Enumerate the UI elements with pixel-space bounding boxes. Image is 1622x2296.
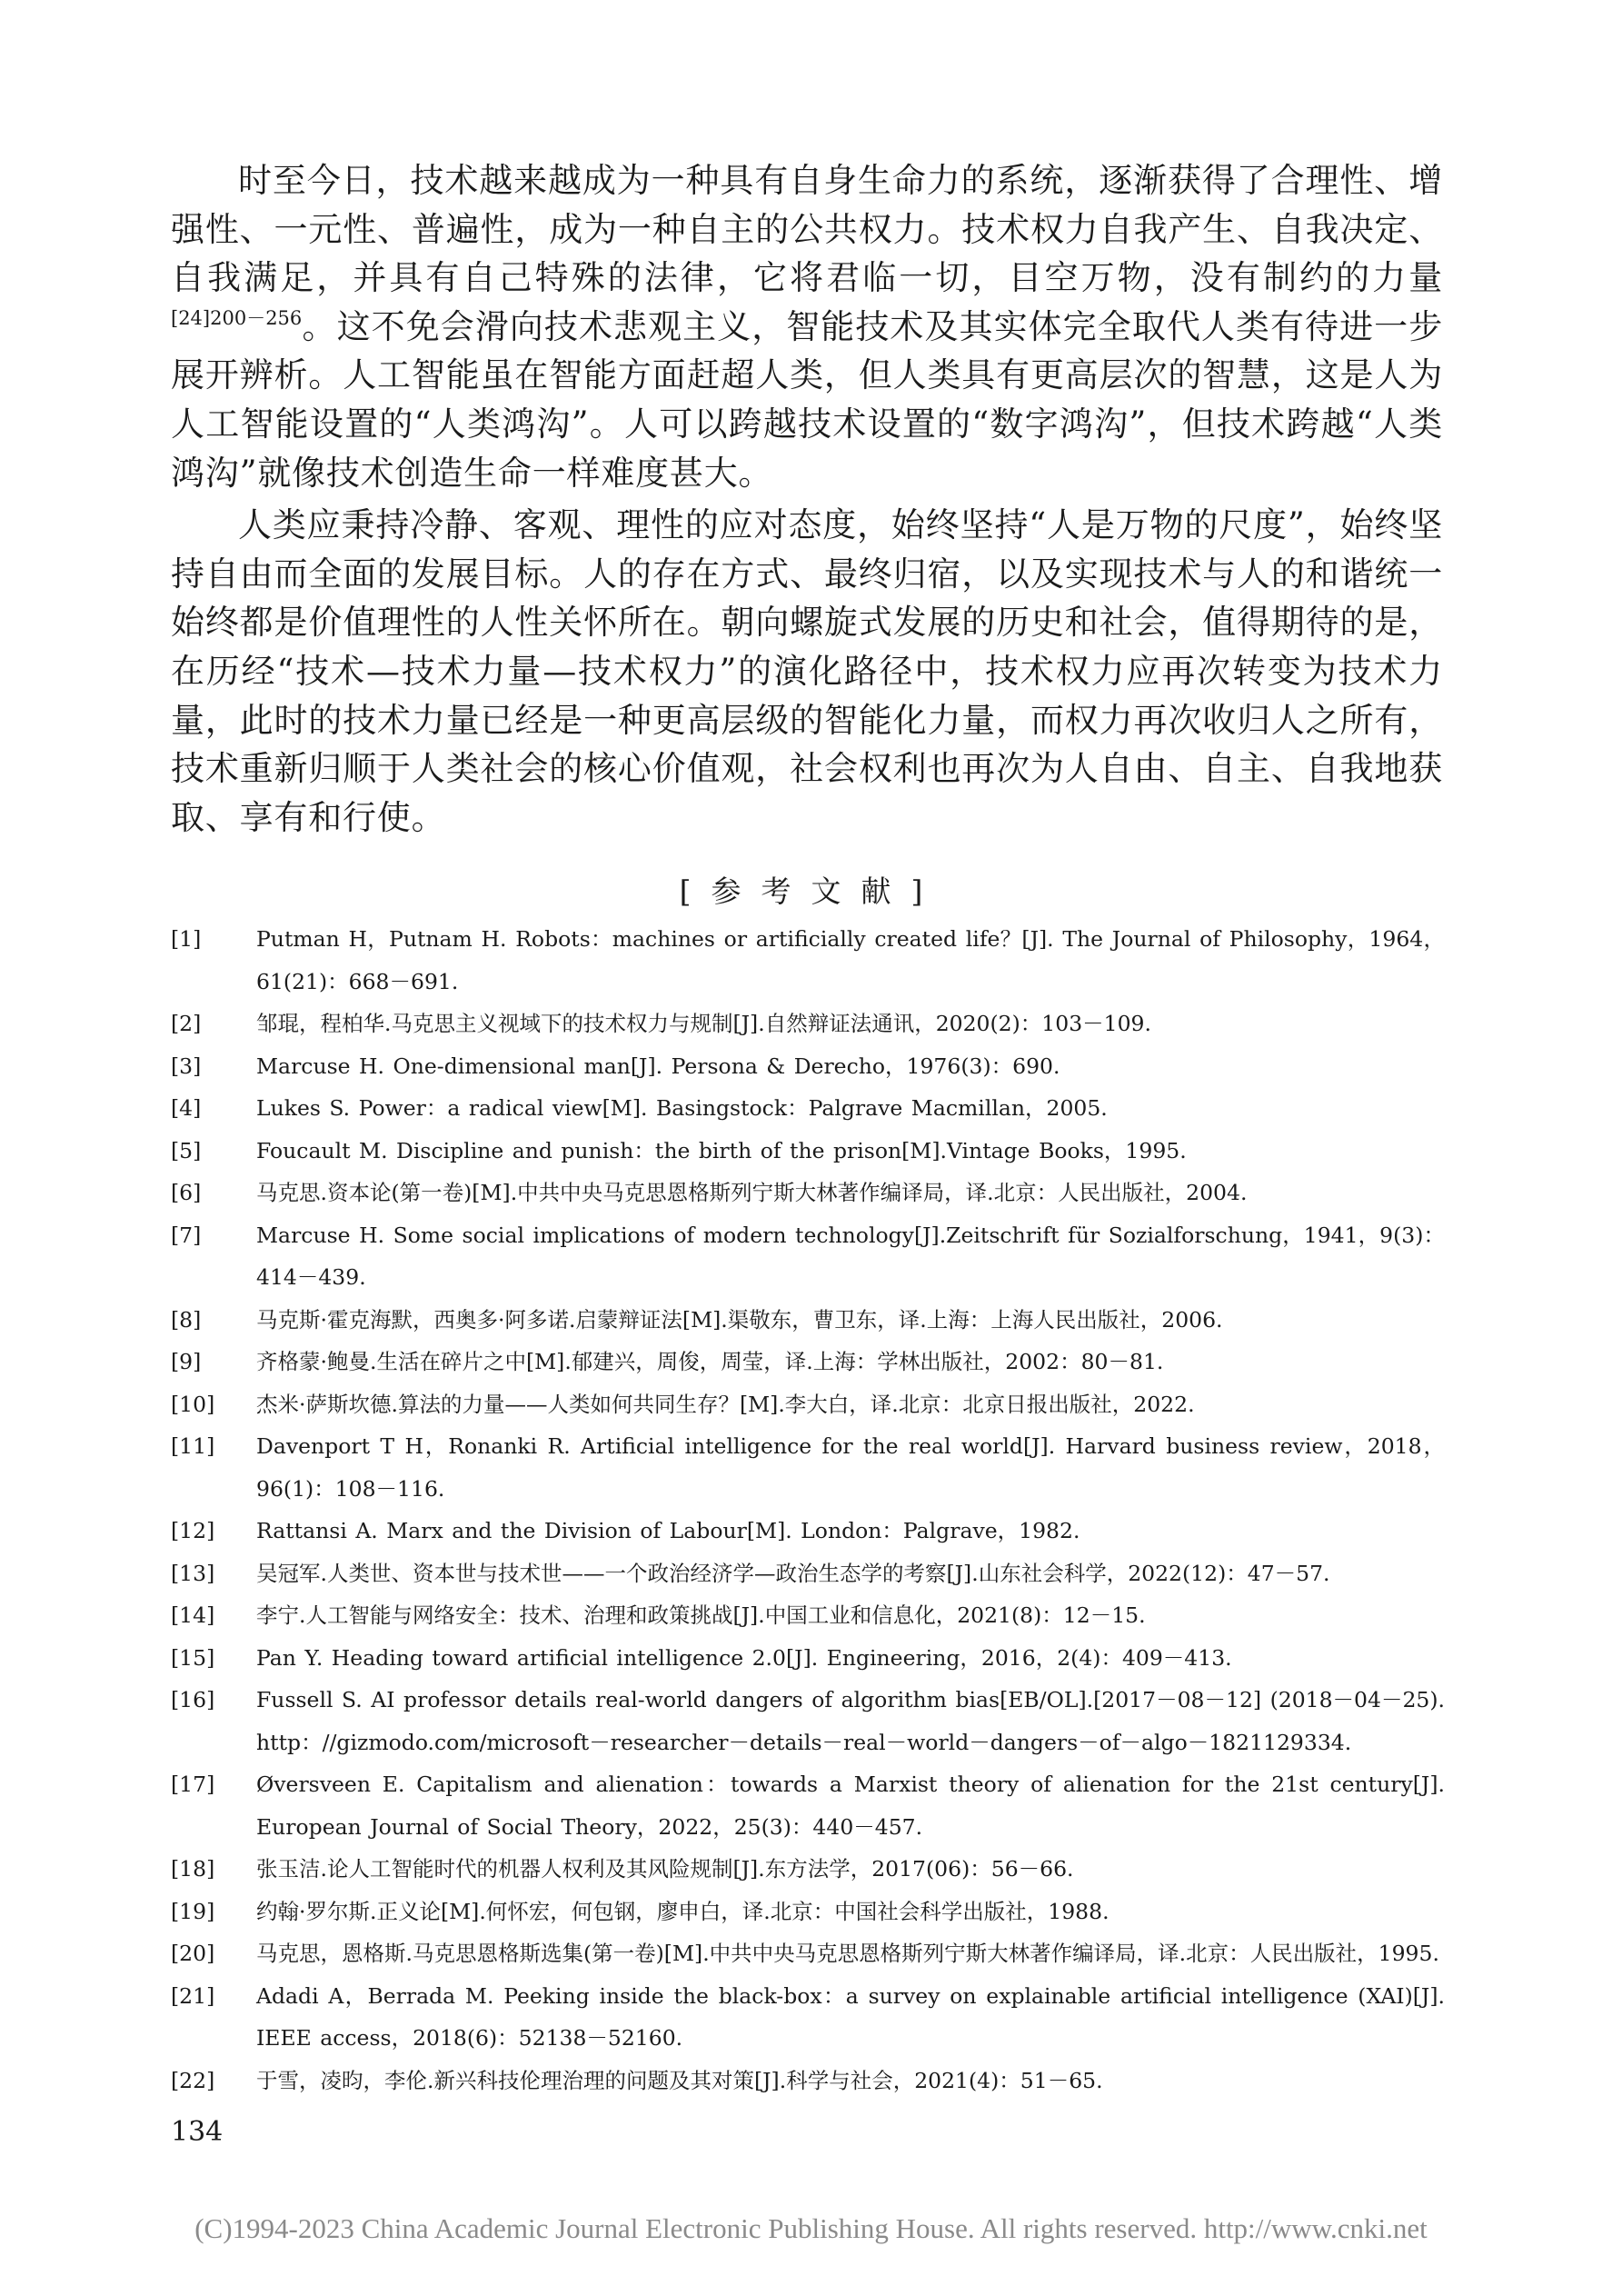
reference-item xyxy=(171,1130,1445,1173)
reference-number: [17] xyxy=(171,1772,215,1797)
reference-text: 张玉洁.论人工智能时代的机器人权利及其风险规制[J].东方法学，2017(06)：56－66. xyxy=(256,1856,1074,1882)
reference-text: 杰米·萨斯坎德.算法的力量——人类如何共同生存？[M].李大白，译.北京：北京日报出版社，2022. xyxy=(256,1391,1195,1417)
paragraph-2: 人类应秉持冷静、客观、理性的应对态度，始终坚持“人是万物的尺度”，始终坚持自由而全面的发展目标。人的存在方式、最终归宿，以及实现技术与人的和谐统一始终都是价值理性的人性关怀所在。朝向螺旋式发展的历史和社会，值得期待的是，在历经“技术—技术力量—技术权力”的演化路径中，技术权力应再次转变为技术力量，此时的技术力量已经是一种更高层级的智能化力量，而权力再次收归人之所有，技术重新归顺于人类社会的核心价值观，社会权利也再次为人自由、自主、自我地获取、享有和行使。 xyxy=(171,505,1443,837)
reference-text: Marcuse H. Some social implications of modern technology[J].Zeitschrift für Sozialforschung，1941，9(3)：414－439. xyxy=(256,1222,1445,1290)
reference-text: Adadi A，Berrada M. Peeking inside the black-box：a survey on explainable artificial intelligence (XAI)[J]. IEEE access，2018(6)：52138－52160. xyxy=(256,1982,1445,2051)
reference-number: [3] xyxy=(171,1053,202,1079)
reference-item xyxy=(171,2060,1445,2102)
reference-number: [14] xyxy=(171,1602,215,1628)
reference-text: 李宁.人工智能与网络安全：技术、治理和政策挑战[J].中国工业和信息化，2021(8)：12－15. xyxy=(256,1602,1146,1628)
body-text xyxy=(171,156,1443,842)
page-number: 134 xyxy=(171,2116,224,2148)
reference-number: [4] xyxy=(171,1095,202,1121)
reference-item xyxy=(171,1510,1445,1552)
reference-item xyxy=(171,1891,1445,1933)
reference-number: [20] xyxy=(171,1941,215,1966)
reference-text: 邹琨，程柏华.马克思主义视域下的技术权力与规制[J].自然辩证法通讯，2020(2)：103－109. xyxy=(256,1011,1151,1036)
copyright-footer: (C)1994-2023 China Academic Journal Electronic Publishing House. All rights reserved. http://www.cnki.net xyxy=(194,2212,1428,2244)
reference-text: Lukes S. Power：a radical view[M]. Basingstock：Palgrave Macmillan，2005. xyxy=(256,1095,1108,1121)
reference-text: 马克斯·霍克海默，西奥多·阿多诺.启蒙辩证法[M].渠敬东，曹卫东，译.上海：上海人民出版社，2006. xyxy=(256,1306,1223,1333)
references-heading: [参考文献] xyxy=(679,873,943,909)
reference-text: Rattansi A. Marx and the Division of Labour[M]. London：Palgrave，1982. xyxy=(256,1518,1080,1543)
reference-number: [8] xyxy=(171,1306,202,1333)
reference-number: [15] xyxy=(171,1644,215,1671)
reference-number: [6] xyxy=(171,1180,202,1205)
reference-number: [9] xyxy=(171,1349,202,1374)
reference-number: [5] xyxy=(171,1137,202,1163)
reference-item xyxy=(171,1848,1445,1891)
reference-text: 马克思.资本论(第一卷)[M].中共中央马克思恩格斯列宁斯大林著作编译局，译.北京：人民出版社，2004. xyxy=(256,1180,1248,1205)
reference-text: 马克思，恩格斯.马克思恩格斯选集(第一卷)[M].中共中央马克思恩格斯列宁斯大林著作编译局，译.北京：人民出版社，1995. xyxy=(256,1941,1439,1966)
reference-item xyxy=(171,1045,1445,1088)
reference-item xyxy=(171,1637,1445,1680)
reference-number: [10] xyxy=(171,1391,215,1417)
reference-text: Putman H，Putnam H. Robots：machines or artificially created life？[J]. The Journal of Philosophy，1964，61(21)：668－691. xyxy=(256,926,1445,994)
reference-item xyxy=(171,1594,1445,1637)
reference-text: Foucault M. Discipline and punish：the birth of the prison[M].Vintage Books，1995. xyxy=(256,1137,1187,1163)
reference-item xyxy=(171,1763,1445,1848)
reference-item xyxy=(171,1172,1445,1214)
reference-text: Øversveen E. Capitalism and alienation：towards a Marxist theory of alienation for the 21st century[J]. European Journal of Social Theory，2022，25(3)：440－457. xyxy=(256,1772,1445,1840)
paragraph-1-text: 时至今日，技术越来越成为一种具有自身生命力的系统，逐渐获得了合理性、增强性、一元性、普遍性，成为一种自主的公共权力。技术权力自我产生、自我决定、自我满足，并具有自己特殊的法律，它将君临一切，目空万物，没有制约的力量 xyxy=(171,161,1443,298)
reference-number: [13] xyxy=(171,1560,215,1586)
reference-text: Fussell S. AI professor details real-world dangers of algorithm bias[EB/OL].[2017－08－12] (2018－04－25). http：//gizmodo.com/microsoft－researcher－details－real－world－dangers－of－algo－1821129334. xyxy=(256,1687,1445,1755)
paragraph-1-continuation: 。这不免会滑向技术悲观主义，智能技术及其实体完全取代人类有待进一步展开辨析。人工智能虽在智能方面赶超人类，但人类具有更高层次的智慧，这是人为人工智能设置的“人类鸿沟”。人可以跨越技术设置的“数字鸿沟”，但技术跨越“人类鸿沟”就像技术创造生命一样难度甚大。 xyxy=(171,306,1443,493)
reference-item xyxy=(171,1087,1445,1130)
reference-item xyxy=(171,1425,1445,1510)
reference-item xyxy=(171,1299,1445,1342)
reference-number: [21] xyxy=(171,1982,215,2009)
reference-number: [19] xyxy=(171,1898,215,1924)
reference-number: [12] xyxy=(171,1518,215,1543)
reference-number: [22] xyxy=(171,2067,215,2093)
reference-text: Davenport T H，Ronanki R. Artificial intelligence for the real world[J]. Harvard business review，2018，96(1)：108－116. xyxy=(256,1433,1445,1502)
citation-superscript: [24]200－256 xyxy=(171,306,303,329)
reference-text: 约翰·罗尔斯.正义论[M].何怀宏，何包钢，廖申白，译.北京：中国社会科学出版社，1988. xyxy=(256,1898,1110,1924)
reference-item xyxy=(171,1552,1445,1595)
reference-item xyxy=(171,1003,1445,1045)
reference-text: 于雪，凌昀，李伦.新兴科技伦理治理的问题及其对策[J].科学与社会，2021(4)：51－65. xyxy=(256,2067,1103,2093)
reference-item xyxy=(171,918,1445,1003)
reference-item xyxy=(171,1975,1445,2060)
reference-number: [7] xyxy=(171,1222,202,1248)
reference-item xyxy=(171,1932,1445,1975)
reference-number: [18] xyxy=(171,1856,215,1882)
paragraph-1 xyxy=(171,156,1443,497)
reference-item xyxy=(171,1679,1445,1763)
reference-number: [11] xyxy=(171,1433,215,1459)
reference-text: Marcuse H. One-dimensional man[J]. Persona & Derecho，1976(3)：690. xyxy=(256,1053,1060,1079)
reference-item xyxy=(171,1341,1445,1383)
reference-number: [1] xyxy=(171,926,202,952)
reference-list xyxy=(171,918,1445,2101)
reference-text: Pan Y. Heading toward artificial intelligence 2.0[J]. Engineering，2016，2(4)：409－413. xyxy=(256,1644,1232,1671)
reference-item xyxy=(171,1214,1445,1299)
reference-number: [16] xyxy=(171,1687,215,1712)
reference-text: 吴冠军.人类世、资本世与技术世——一个政治经济学—政治生态学的考察[J].山东社会科学，2022(12)：47－57. xyxy=(256,1560,1330,1586)
reference-number: [2] xyxy=(171,1011,202,1036)
reference-text: 齐格蒙·鲍曼.生活在碎片之中[M].郁建兴，周俊，周莹，译.上海：学林出版社，2002：80－81. xyxy=(256,1349,1164,1374)
reference-item xyxy=(171,1383,1445,1426)
